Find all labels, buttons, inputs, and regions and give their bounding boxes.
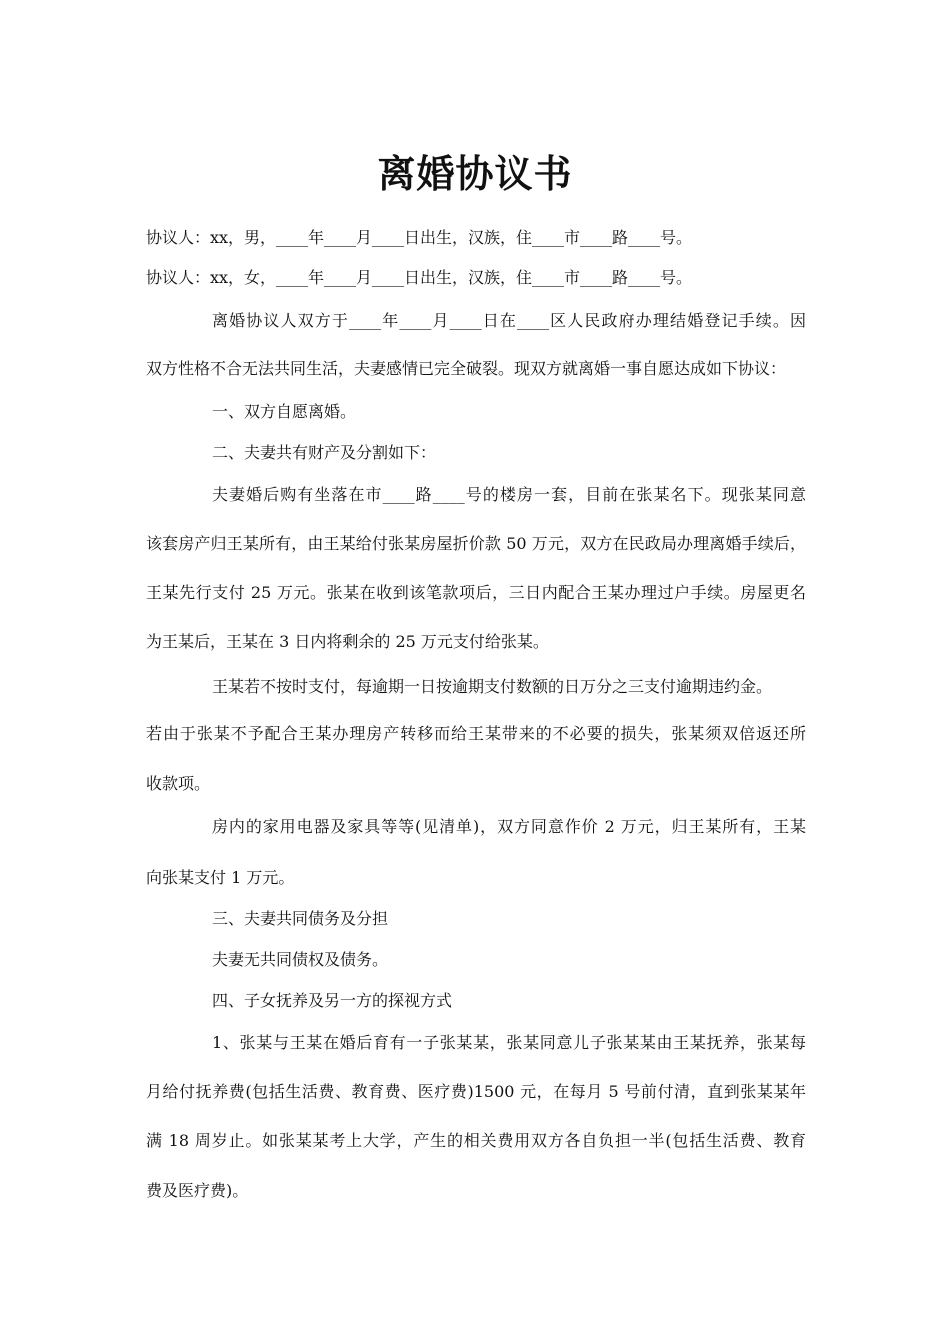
clause-heading: 二、夫妻共有财产及分割如下： [212, 443, 437, 462]
custody-paragraph-line: 月给付抚养费(包括生活费、教育费、医疗费)1500 元，在每月 5 号前付清，直到张某某年 [146, 1082, 806, 1101]
clause-heading: 四、子女抚养及另一方的探视方式 [212, 991, 453, 1010]
penalty-paragraph-line: 若由于张某不予配合王某办理房产转移而给王某带来的不必要的损失，张某须双倍返还所 [146, 724, 806, 743]
penalty-paragraph-line: 收款项。 [146, 774, 211, 793]
property-paragraph-line: 王某先行支付 25 万元。张某在收到该笔款项后，三日内配合王某办理过户手续。房屋更名 [146, 583, 806, 602]
custody-paragraph-line: 费及医疗费)。 [146, 1181, 249, 1200]
property-paragraph-line: 为王某后，王某在 3 日内将剩余的 25 万元支付给张某。 [146, 632, 549, 651]
preamble-line: 双方性格不合无法共同生活，夫妻感情已完全破裂。现双方就离婚一事自愿达成如下协议： [146, 359, 787, 378]
appliance-paragraph-line: 房内的家用电器及家具等等(见清单)，双方同意作价 2 万元，归王某所有，王某 [212, 817, 806, 836]
preamble-line: 离婚协议人双方于____年____月____日在____区人民政府办理结婚登记手续。因 [212, 311, 806, 330]
party-line-female: 协议人：xx，女，____年____月____日出生，汉族，住____市____路____号。 [146, 268, 693, 287]
property-paragraph-line: 夫妻婚后购有坐落在市____路____号的楼房一套，目前在张某名下。现张某同意 [212, 485, 806, 504]
appliance-paragraph-line: 向张某支付 1 万元。 [146, 868, 295, 887]
custody-paragraph-line: 1、张某与王某在婚后育有一子张某某，张某同意儿子张某某由王某抚养，张某每 [212, 1033, 806, 1052]
clause-heading: 三、夫妻共同债务及分担 [212, 909, 389, 928]
party-line-male: 协议人：xx，男，____年____月____日出生，汉族，住____市____路____号。 [146, 228, 693, 247]
clause-heading: 一、双方自愿离婚。 [212, 402, 357, 421]
custody-paragraph-line: 满 18 周岁止。如张某某考上大学，产生的相关费用双方各自负担一半(包括生活费、教育 [146, 1131, 806, 1150]
debt-paragraph-line: 夫妻无共同债权及债务。 [212, 950, 389, 969]
document-title: 离婚协议书 [377, 151, 573, 196]
property-paragraph-line: 该套房产归王某所有，由王某给付张某房屋折价款 50 万元，双方在民政局办理离婚手续后， [146, 534, 806, 553]
penalty-paragraph-line: 王某若不按时支付，每逾期一日按逾期支付数额的日万分之三支付逾期违约金。 [212, 677, 773, 696]
